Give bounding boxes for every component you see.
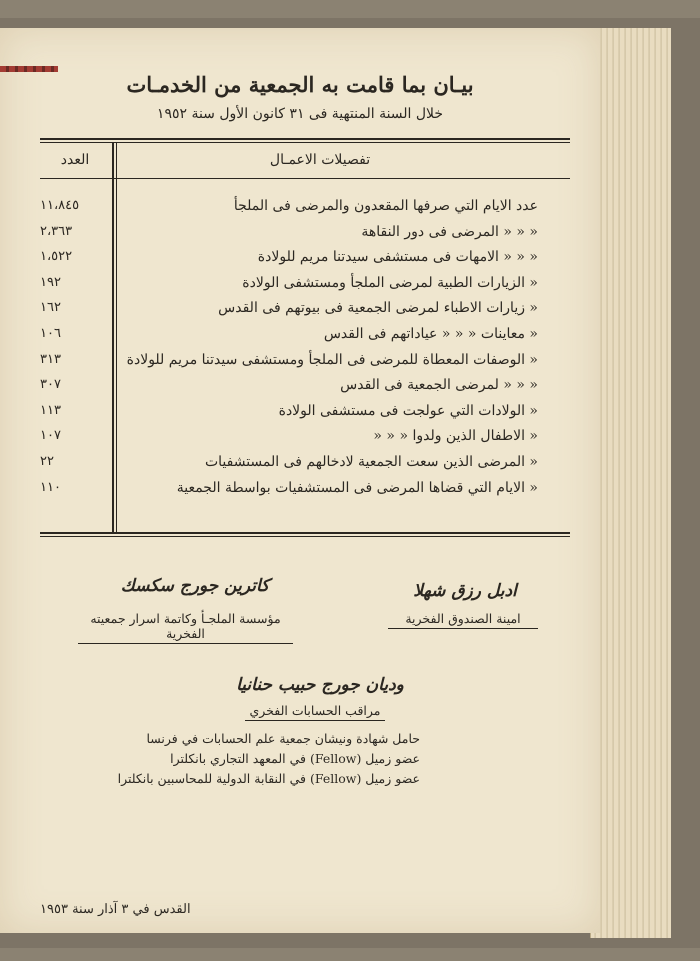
document-subtitle: خلال السنة المنتهية فى ٣١ كانون الأول سنة ١٩٥٢ <box>156 106 444 122</box>
signature-right-role: امينة الصندوق الفخرية <box>388 611 538 629</box>
table-top-rule <box>40 138 570 140</box>
table-row-value: ١،٥٢٢ <box>40 249 73 264</box>
table-top-rule-inner <box>40 142 570 143</box>
table-row-description: « معاينات « « « عياداتهم فى القدس <box>323 326 538 342</box>
table-row-value: ١٠٦ <box>40 326 61 341</box>
signature-center-role: مراقب الحسابات الفخري <box>245 703 385 721</box>
table-header-rule <box>40 178 570 179</box>
table-row-value: ٢،٣٦٣ <box>40 224 73 239</box>
table-row-value: ٣٠٧ <box>40 377 61 392</box>
table-row-description: « زيارات الاطباء لمرضى الجمعية فى بيوتهم فى القدس <box>218 300 538 316</box>
table-row-description: « الزيارات الطبية لمرضى الملجأ ومستشفى الولادة <box>242 275 538 291</box>
document-title: بيـان بما قامت به الجمعية من الخدمـات <box>126 72 474 97</box>
table-row-description: « « « الامهات فى مستشفى سيدتنا مريم للولادة <box>257 249 538 265</box>
table-bottom-rule <box>40 532 570 534</box>
signature-left-role: مؤسسة الملجـأ وكاتمة اسرار جمعيته الفخرية <box>78 611 293 644</box>
table-row-value: ١١٠ <box>40 480 61 495</box>
document-page <box>0 28 600 933</box>
table-bottom-rule-inner <box>40 536 570 537</box>
table-row-description: عدد الايام التي صرفها المقعدون والمرضى فى الملجأ <box>233 198 538 214</box>
credential-line: عضو زميل (Fellow) في المعهد التجاري بانكلترا <box>170 751 420 766</box>
credential-line: حامل شهادة ونيشان جمعية علم الحسابات في فرنسا <box>146 731 420 746</box>
table-row-value: ١٠٧ <box>40 428 61 443</box>
table-row-description: « « « المرضى فى دور النقاهة <box>361 224 538 240</box>
table-row-value: ١١٣ <box>40 403 61 418</box>
signature-right-name: ادبل رزق شهلا <box>413 581 517 601</box>
credential-line: عضو زميل (Fellow) في النقابة الدولية للمحاسبين بانكلترا <box>117 771 420 786</box>
page-edges <box>590 28 671 938</box>
table-column-divider <box>112 142 114 532</box>
table-row-value: ١١،٨٤٥ <box>40 198 80 213</box>
table-row-value: ١٦٢ <box>40 300 61 315</box>
table-row-description: « الاطفال الذين ولدوا « « « <box>373 428 538 444</box>
table-row-value: ١٩٢ <box>40 275 61 290</box>
table-column-divider-inner <box>116 142 117 532</box>
header-count: العدد <box>60 152 90 168</box>
table-row-description: « الايام التي قضاها المرضى فى المستشفيات بواسطة الجمعية <box>176 480 538 496</box>
header-details: تفصيلات الاعمـال <box>269 152 371 168</box>
signature-left-name: كاترين جورج سكسك <box>120 576 270 596</box>
table-row-value: ٣١٣ <box>40 352 61 367</box>
table-row-value: ٢٢ <box>40 454 54 469</box>
signature-center-name: وديان جورج حبيب حنانيا <box>236 675 404 695</box>
table-row-description: « « « لمرضى الجمعية فى القدس <box>340 377 538 393</box>
table-row-description: « المرضى الذين سعت الجمعية لادخالهم فى المستشفيات <box>204 454 538 470</box>
table-row-description: « الولادات التي عولجت فى مستشفى الولادة <box>278 403 538 419</box>
footer-date: القدس في ٣ آذار سنة ١٩٥٣ <box>40 902 191 917</box>
table-row-description: « الوصفات المعطاة للمرضى فى الملجأ ومستشفى سيدتنا مريم للولادة <box>126 352 538 368</box>
